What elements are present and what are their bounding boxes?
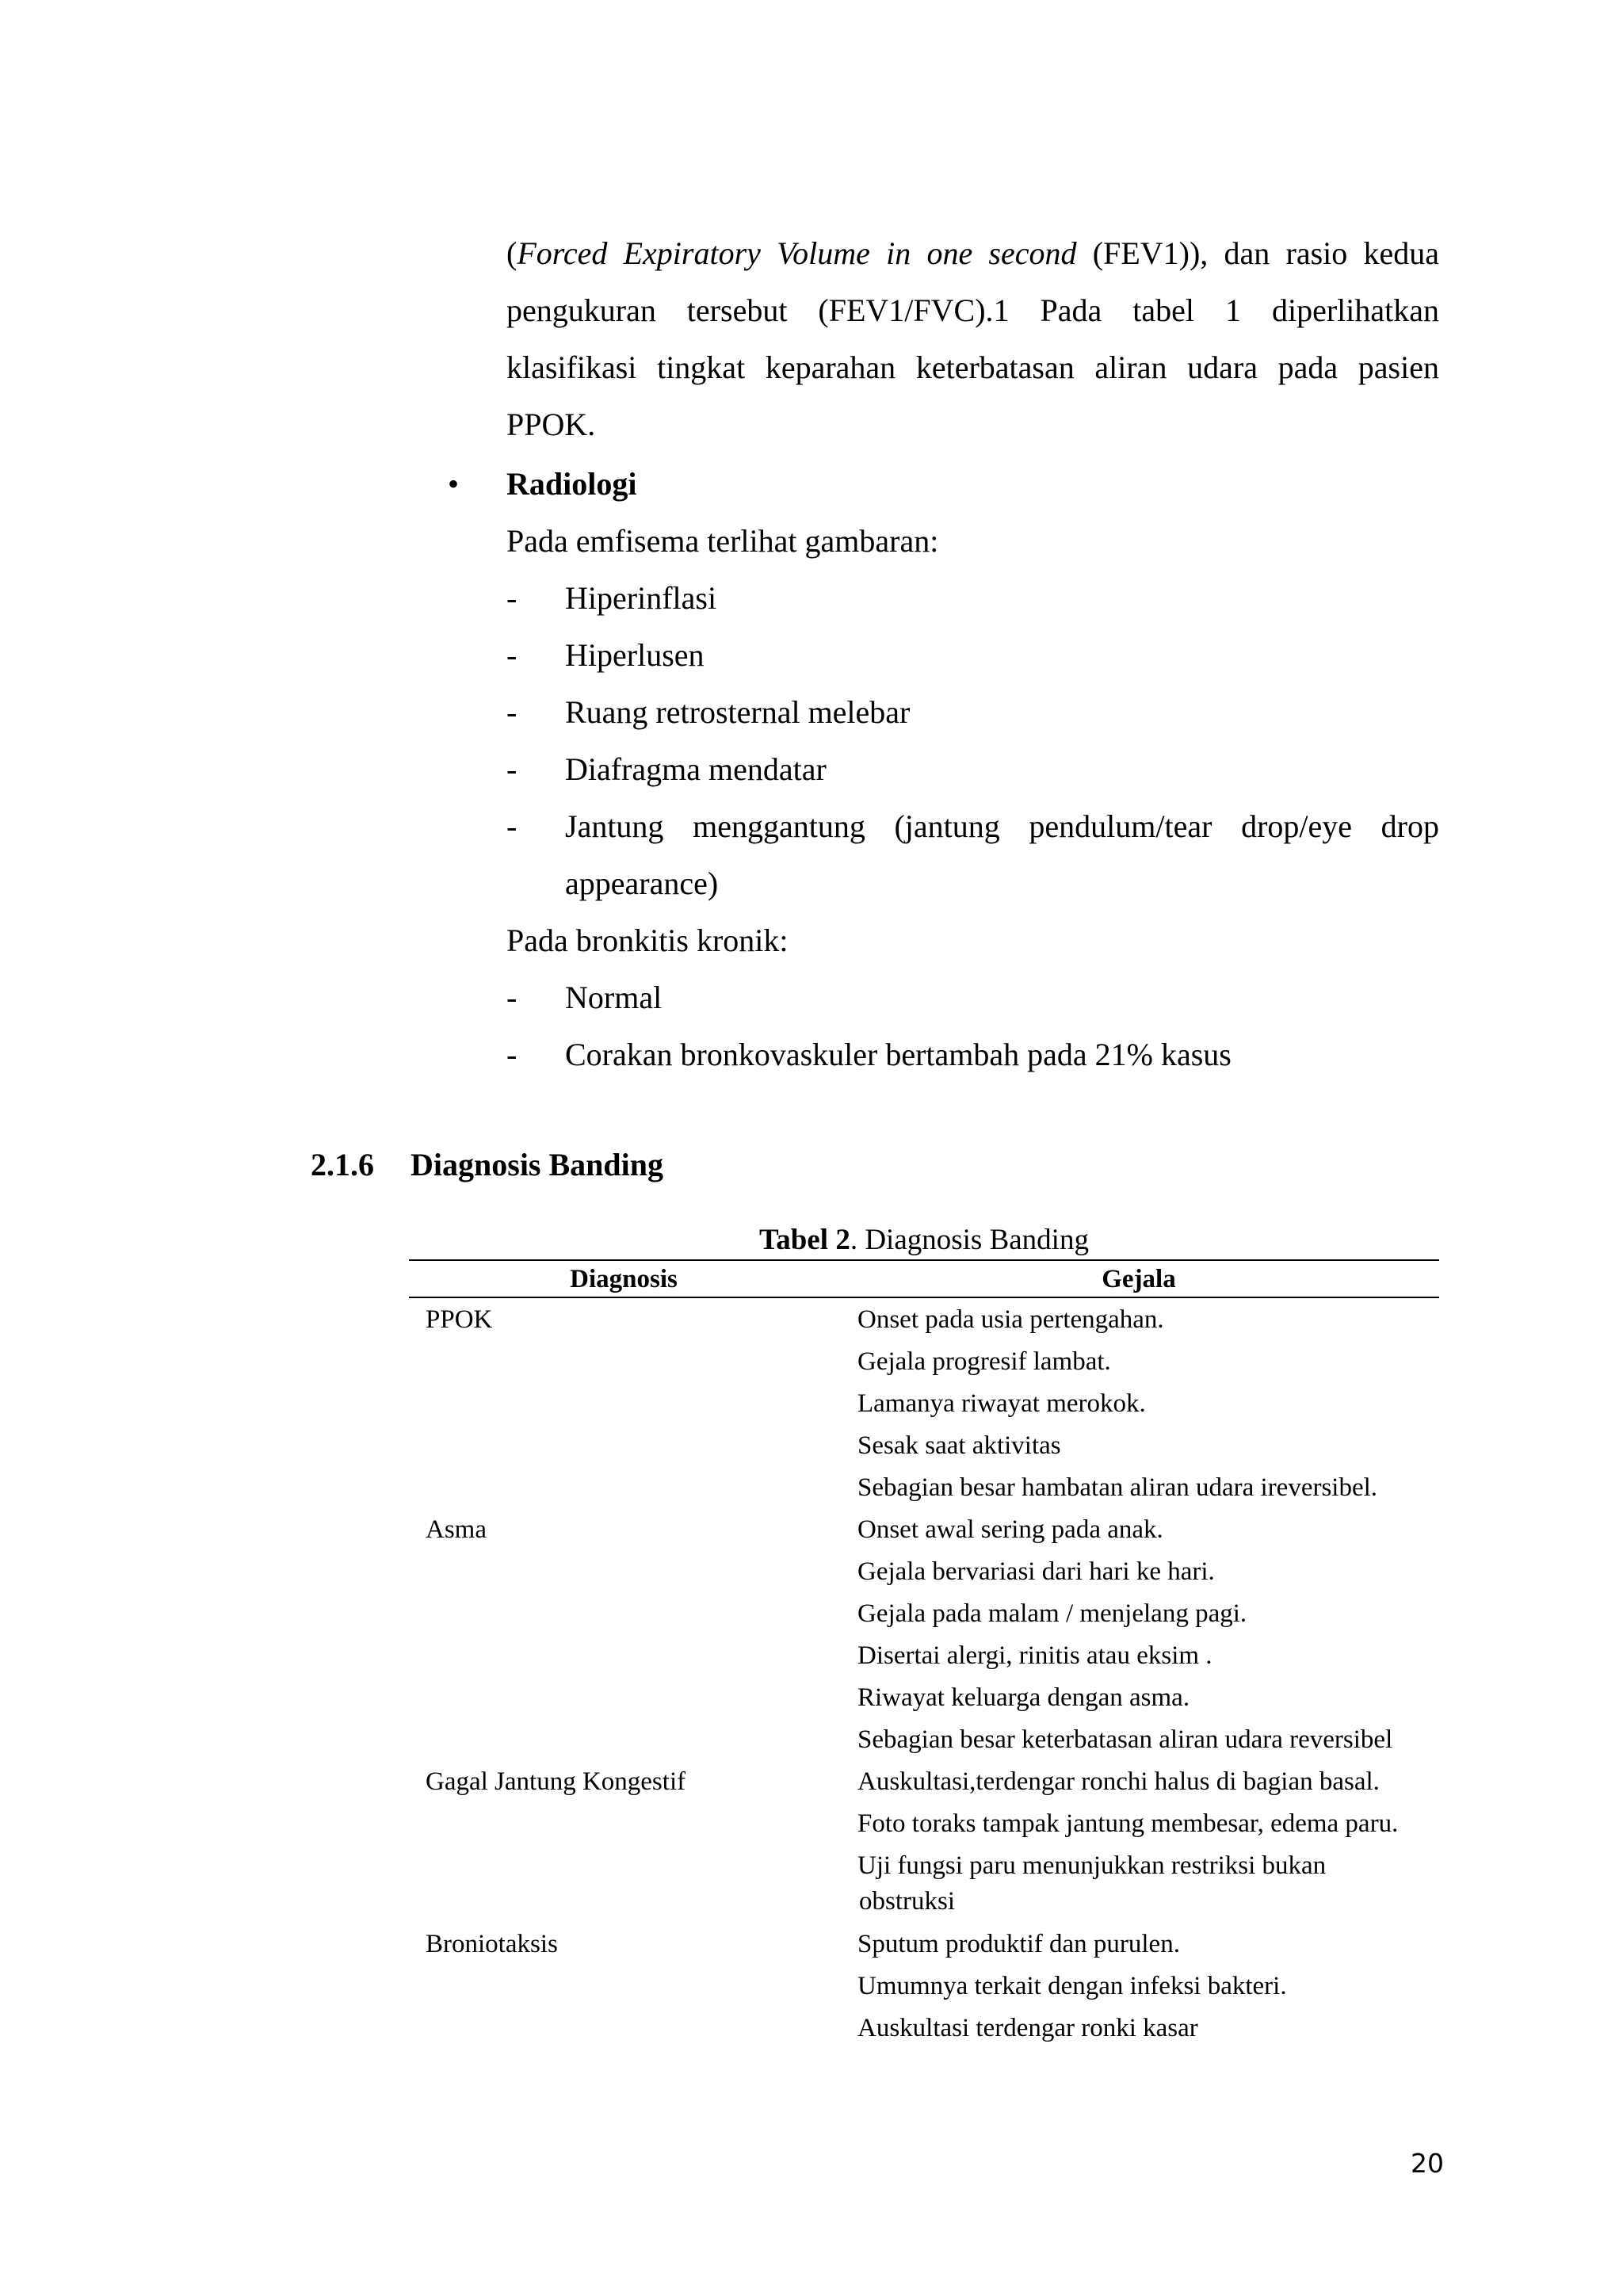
dash-marker: - (506, 751, 517, 787)
table-header-rule (409, 1297, 1439, 1298)
table-cell-gejala: Sesak saat aktivitas (857, 1431, 1061, 1460)
paragraph-line: pengukuran tersebut (FEV1/FVC).1 Pada tabel 1 diperlihatkan (506, 292, 1439, 328)
table-cell-gejala: Auskultasi terdengar ronki kasar (857, 2014, 1198, 2042)
paragraph-line: PPOK. (506, 407, 596, 442)
emfisema-intro: Pada emfisema terlihat gambaran: (506, 523, 939, 559)
section-title: Diagnosis Banding (411, 1147, 664, 1182)
table-cell-gejala: Uji fungsi paru menunjukkan restriksi bukan (857, 1851, 1327, 1880)
emfisema-item-continuation: appearance) (565, 865, 719, 901)
emfisema-item: Hiperinflasi (565, 580, 717, 616)
bronkitis-intro: Pada bronkitis kronik: (506, 923, 789, 958)
dash-marker: - (506, 980, 517, 1015)
italic-term: Forced Expiratory Volume in one second (517, 235, 1077, 271)
table-cell-gejala: Gejala progresif lambat. (857, 1347, 1111, 1376)
table-cell-gejala: Auskultasi,terdengar ronchi halus di bagian basal. (857, 1767, 1380, 1796)
emfisema-item: Hiperlusen (565, 637, 705, 673)
table-cell-gejala: Umumnya terkait dengan infeksi bakteri. (857, 1972, 1287, 2000)
bronkitis-item: Corakan bronkovaskuler bertambah pada 21% kasus (565, 1037, 1232, 1072)
section-number: 2.1.6 (311, 1147, 374, 1182)
table-cell-gejala: Onset pada usia pertengahan. (857, 1305, 1164, 1334)
dash-marker: - (506, 808, 517, 844)
paragraph-line: klasifikasi tingkat keparahan keterbatasan aliran udara pada pasien (506, 350, 1439, 385)
table-cell-gejala: Lamanya riwayat merokok. (857, 1389, 1146, 1418)
dash-marker: - (506, 580, 517, 616)
table-cell-gejala: Sebagian besar hambatan aliran udara ireversibel. (857, 1473, 1378, 1502)
table-caption: Tabel 2. Diagnosis Banding (759, 1224, 1089, 1256)
dash-marker: - (506, 1037, 517, 1072)
table-cell-gejala: Gejala bervariasi dari hari ke hari. (857, 1557, 1215, 1586)
emfisema-item: Jantung menggantung (jantung pendulum/tear drop/eye drop (565, 808, 1439, 844)
intro-paragraph (506, 225, 1439, 453)
table-top-rule (409, 1259, 1439, 1261)
table-header-diagnosis: Diagnosis (570, 1265, 678, 1293)
emfisema-item: Diafragma mendatar (565, 751, 827, 787)
table-cell-gejala: Sebagian besar keterbatasan aliran udara reversibel (857, 1725, 1393, 1754)
table-cell-gejala: Riwayat keluarga dengan asma. (857, 1683, 1190, 1712)
dash-marker: - (506, 694, 517, 730)
table-cell-diagnosis: Broniotaksis (426, 1930, 558, 1958)
table-header-gejala: Gejala (1102, 1265, 1176, 1293)
table-cell-diagnosis: PPOK (426, 1305, 493, 1334)
bronkitis-item: Normal (565, 980, 663, 1015)
caption-label: Tabel 2 (759, 1224, 850, 1256)
table-cell-gejala: Gejala pada malam / menjelang pagi. (857, 1599, 1247, 1628)
radiologi-heading: Radiologi (506, 466, 637, 502)
table-cell-gejala: Disertai alergi, rinitis atau eksim . (857, 1641, 1212, 1670)
table-cell-gejala: obstruksi (859, 1887, 956, 1916)
page-number: 20 (1411, 2148, 1444, 2179)
dash-marker: - (506, 637, 517, 673)
table-cell-gejala: Foto toraks tampak jantung membesar, edema paru. (857, 1809, 1399, 1838)
table-cell-gejala: Sputum produktif dan purulen. (857, 1930, 1180, 1958)
table-cell-gejala: Onset awal sering pada anak. (857, 1515, 1163, 1544)
paragraph-line: (Forced Expiratory Volume in one second (FEV1)), dan rasio kedua (506, 235, 1439, 271)
emfisema-item: Ruang retrosternal melebar (565, 694, 911, 730)
table-cell-diagnosis: Gagal Jantung Kongestif (426, 1767, 686, 1796)
bullet-icon: • (448, 466, 460, 502)
table-cell-diagnosis: Asma (426, 1515, 487, 1544)
